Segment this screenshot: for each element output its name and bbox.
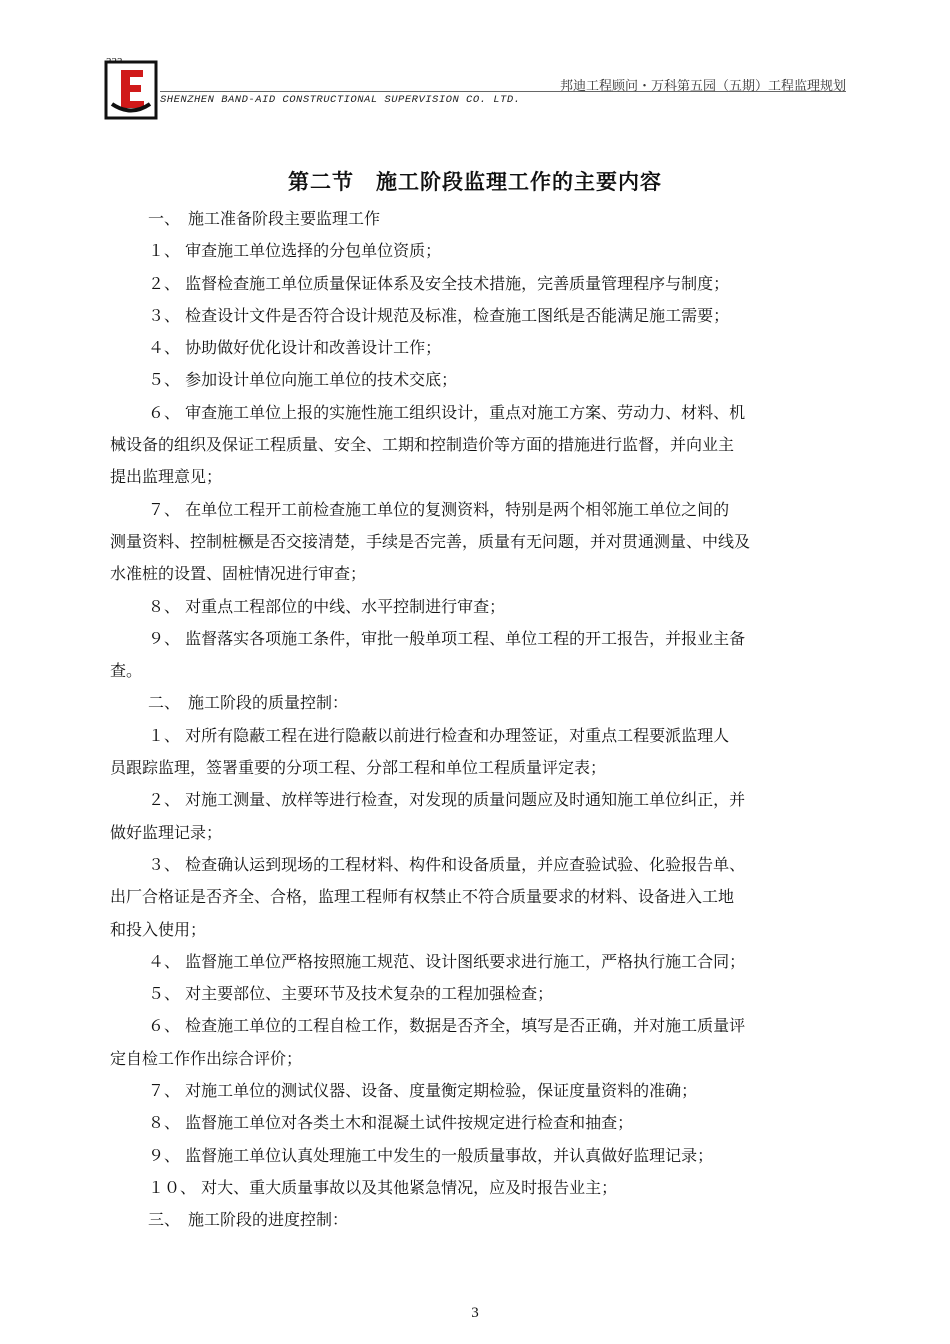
paragraph-line: 一、 施工准备阶段主要监理工作 xyxy=(148,209,381,228)
section-title: 第二节 施工阶段监理工作的主要内容 xyxy=(288,169,662,194)
paragraph-line: ２、 监督检查施工单位质量保证体系及安全技术措施，完善质量管理程序与制度； xyxy=(148,273,730,293)
paragraph-line: 测量资料、控制桩橛是否交接清楚，手续是否完善，质量有无问题，并对贯通测量、中线及 xyxy=(110,531,751,551)
paragraph-line: ９、 监督施工单位认真处理施工中发生的一般质量事故，并认真做好监理记录； xyxy=(148,1145,714,1165)
company-logo xyxy=(104,60,158,120)
paragraph-line: ６、 审查施工单位上报的实施性施工组织设计，重点对施工方案、劳动力、材料、机 xyxy=(148,402,746,422)
page-number: 3 xyxy=(471,1305,479,1321)
paragraph-line: １、 审查施工单位选择的分包单位资质； xyxy=(148,241,442,261)
paragraph-line: 员跟踪监理，签署重要的分项工程、分部工程和单位工程质量评定表； xyxy=(110,758,607,778)
paragraph-line: ５、 参加设计单位向施工单位的技术交底； xyxy=(148,370,458,390)
paragraph-line: 提出监理意见； xyxy=(110,467,223,487)
paragraph-line: １０、 对大、重大质量事故以及其他紧急情况，应及时报告业主； xyxy=(148,1177,618,1197)
paragraph-line: １、 对所有隐蔽工程在进行隐蔽以前进行检查和办理签证，对重点工程要派监理人 xyxy=(148,725,730,745)
paragraph-line: 查。 xyxy=(110,661,143,681)
document-title: 邦迪工程顾问・万科第五园（五期）工程监理规划 xyxy=(559,79,846,94)
paragraph-line: 械设备的组织及保证工程质量、安全、工期和控制造价等方面的措施进行监督，并向业主 xyxy=(110,435,735,455)
paragraph-line: ３、 检查确认运到现场的工程材料、构件和设备质量，并应查验试验、化验报告单、 xyxy=(148,854,746,874)
paragraph-line: ８、 监督施工单位对各类土木和混凝土试件按规定进行检查和抽查； xyxy=(148,1113,634,1133)
paragraph-line: ６、 检查施工单位的工程自检工作，数据是否齐全，填写是否正确，并对施工质量评 xyxy=(148,1016,746,1036)
header-rule xyxy=(160,91,846,92)
paragraph-line: 三、 施工阶段的进度控制： xyxy=(148,1210,349,1230)
paragraph-line: 做好监理记录； xyxy=(110,822,223,842)
paragraph-line: ７、 在单位工程开工前检查施工单位的复测资料，特别是两个相邻施工单位之间的 xyxy=(148,499,730,519)
paragraph-line: ７、 对施工单位的测试仪器、设备、度量衡定期检验，保证度量资料的准确； xyxy=(148,1081,698,1101)
company-name: SHENZHEN BAND-AID CONSTRUCTIONAL SUPERVISION CO. LTD. xyxy=(160,94,521,106)
paragraph-line: 定自检工作作出综合评价； xyxy=(110,1048,303,1068)
paragraph-line: 出厂合格证是否齐全、合格，监理工程师有权禁止不符合质量要求的材料、设备进入工地 xyxy=(110,887,735,907)
paragraph-line: ４、 监督施工单位严格按照施工规范、设计图纸要求进行施工，严格执行施工合同； xyxy=(148,951,746,971)
paragraph-line: 水准桩的设置、固桩情况进行审查； xyxy=(110,564,367,584)
paragraph-line: 二、 施工阶段的质量控制： xyxy=(148,693,349,713)
paragraph-line: ８、 对重点工程部位的中线、水平控制进行审查； xyxy=(148,596,506,616)
paragraph-line: ３、 检查设计文件是否符合设计规范及标准，检查施工图纸是否能满足施工需要； xyxy=(148,305,730,325)
paragraph-line: 和投入使用； xyxy=(110,919,207,939)
paragraph-line: ２、 对施工测量、放样等进行检查，对发现的质量问题应及时通知施工单位纠正，并 xyxy=(148,790,746,810)
paragraph-line: ４、 协助做好优化设计和改善设计工作； xyxy=(148,338,442,358)
paragraph-line: ９、 监督落实各项施工条件，审批一般单项工程、单位工程的开工报告，并报业主备 xyxy=(148,628,746,648)
body-text xyxy=(110,203,842,1237)
paragraph-line: ５、 对主要部位、主要环节及技术复杂的工程加强检查； xyxy=(148,984,554,1004)
